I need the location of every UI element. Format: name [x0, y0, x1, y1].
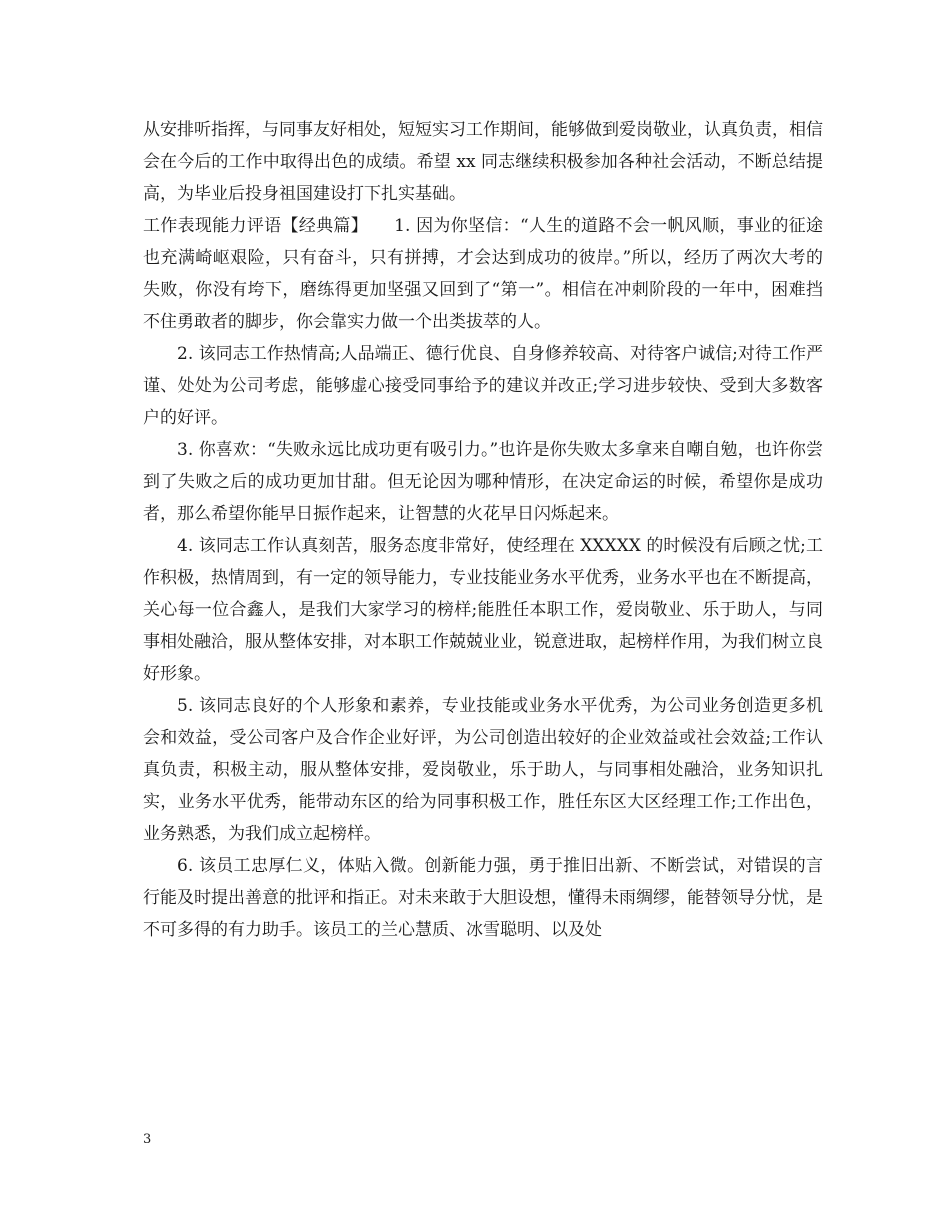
document-body: [143, 114, 823, 946]
paragraph-3: 2. 该同志工作热情高;人品端正、德行优良、自身修养较高、对待客户诚信;对待工作严谨、处处为公司考虑，能够虚心接受同事给予的建议并改正;学习进步较快、受到大多数客户的好评。: [143, 344, 823, 428]
paragraph-5: 4. 该同志工作认真刻苦，服务态度非常好，使经理在 XXXXX 的时候没有后顾之忧;工作积极，热情周到，有一定的领导能力，专业技能业务水平优秀，业务水平也在不断提高，关心每一位合鑫人，是我们大家学习的榜样;能胜任本职工作，爱岗敬业、乐于助人，与同事相处融洽，服从整体安排，对本职工作兢兢业业，锐意进取，起榜样作用，为我们树立良好形象。: [143, 536, 823, 684]
paragraph-2: 工作表现能力评语【经典篇】 1. 因为你坚信：“人生的道路不会一帆风顺，事业的征途也充满崎岖艰险，只有奋斗，只有拼搏，才会达到成功的彼岸。”所以，经历了两次大考的失败，你没有垮下，磨练得更加坚强又回到了“第一”。相信在冲刺阶段的一年中，困难挡不住勇敢者的脚步，你会靠实力做一个出类拔萃的人。: [143, 216, 823, 332]
page-number: 3: [143, 1132, 152, 1147]
paragraph-1: 从安排听指挥，与同事友好相处，短短实习工作期间，能够做到爱岗敬业，认真负责，相信会在今后的工作中取得出色的成绩。希望 xx 同志继续积极参加各种社会活动，不断总结提高，为毕业后投身祖国建设打下扎实基础。: [143, 120, 823, 204]
paragraph-6: 5. 该同志良好的个人形象和素养，专业技能或业务水平优秀，为公司业务创造更多机会和效益，受公司客户及合作企业好评，为公司创造出较好的企业效益或社会效益;工作认真负责，积极主动，服从整体安排，爱岗敬业，乐于助人，与同事相处融洽，业务知识扎实，业务水平优秀，能带动东区的给为同事积极工作，胜任东区大区经理工作;工作出色，业务熟悉，为我们成立起榜样。: [143, 696, 823, 844]
paragraph-4: 3. 你喜欢：“失败永远比成功更有吸引力。”也许是你失败太多拿来自嘲自勉，也许你尝到了失败之后的成功更加甘甜。但无论因为哪种情形，在决定命运的时候，希望你是成功者，那么希望你能早日振作起来，让智慧的火花早日闪烁起来。: [143, 440, 823, 524]
paragraph-7: 6. 该员工忠厚仁义，体贴入微。创新能力强，勇于推旧出新、不断尝试，对错误的言行能及时提出善意的批评和指正。对未来敢于大胆设想，懂得未雨绸缪，能替领导分忧，是不可多得的有力助手。该员工的兰心慧质、冰雪聪明、以及处: [143, 856, 823, 940]
